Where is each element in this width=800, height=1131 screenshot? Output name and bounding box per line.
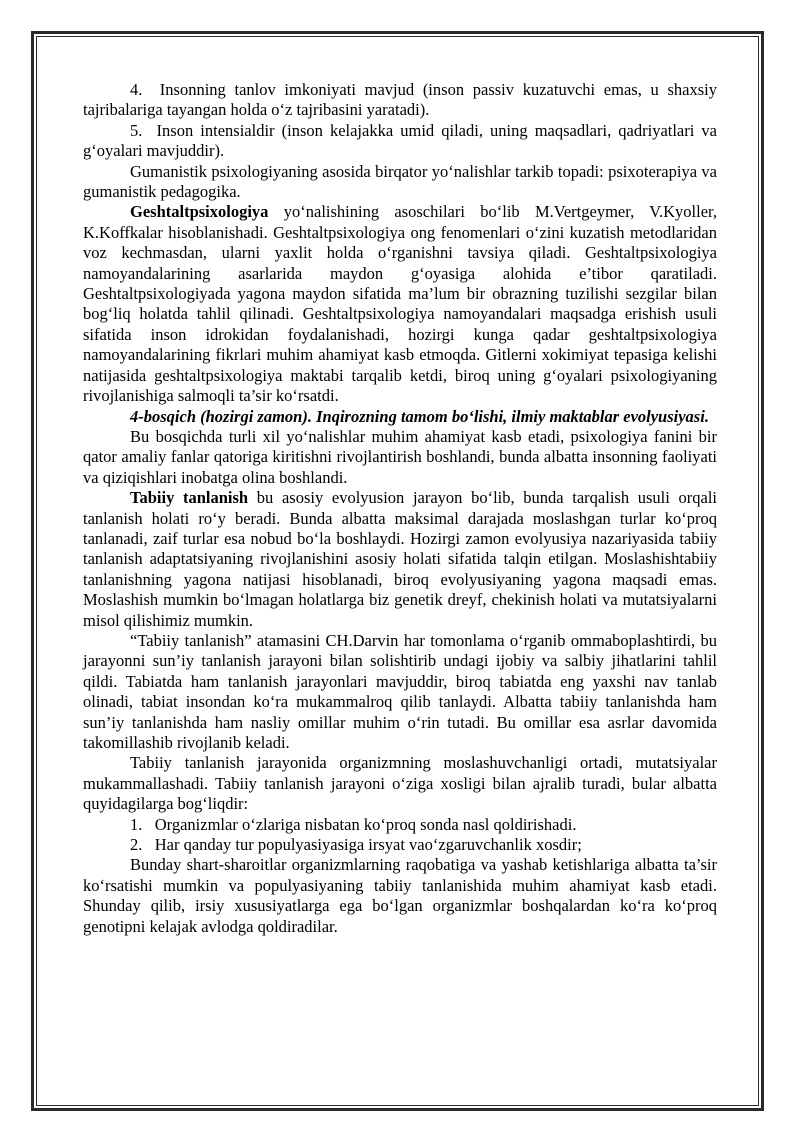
list-item: 1. Organizmlar o‘zlariga nisbatan ko‘proq sonda nasl qoldirishadi. — [130, 814, 577, 834]
paragraph-process: Tabiiy tanlanish jarayonida organizmning moslashuvchanligi ortadi, mutatsiyalar mukammallashadi. Tabiiy tanlanish jarayoni o‘ziga xosligi bilan ajralib turadi, bular albatta quyidagilarga bog‘liqdir: — [83, 753, 717, 814]
stage-heading-text: 4-bosqich (hozirgi zamon). Inqirozning tamom bo‘lishi, ilmiy maktablar evolyusiyasi. — [130, 406, 709, 426]
paragraph-darwin: “Tabiiy tanlanish” atamasini CH.Darvin har tomonlama o‘rganib ommaboplashtirdi, bu jarayonni sun’iy tanlanish jarayoni bilan solishtirib undagi ijobiy va salbiy jihatlarini tahlil qildi. Tabiatda ham tanlanish jarayonlari mavjuddir, biroq tabiatda eng yaxshi nav tanlab olinadi, tabiat insondan ko‘ra mukammalroq qilib tanlaydi. Albatta tabiiy tanlanishda ham sun’iy tanlanishda ham nasliy omillar muhim o‘rin tutadi. Bu omillar esa asrlar davomida takomillashib rivojlanib keladi. — [83, 630, 717, 752]
term-natural-selection: Tabiiy tanlanish — [130, 488, 249, 508]
stage-heading — [83, 407, 717, 427]
paragraph-gestalt — [83, 202, 717, 406]
paragraph-point-4: 4. Insonning tanlov imkoniyati mavjud (inson passiv kuzatuvchi emas, u shaxsiy tajribalariga tayangan holda o‘z tajribasini yaratadi). — [83, 80, 717, 120]
term-gestalt: Geshtaltpsixologiya — [130, 202, 269, 222]
paragraph-point-5: 5. Inson intensialdir (inson kelajakka umid qiladi, uning maqsadlari, qadriyatlari va g‘oyalari mavjuddir). — [83, 120, 717, 161]
document-body — [83, 80, 717, 937]
list-item: 2. Har qanday tur populyasiyasiga irsyat vao‘zgaruvchanlik xosdir; — [130, 835, 582, 855]
paragraph-natural-selection — [83, 488, 717, 631]
paragraph-humanistic: Gumanistik psixologiyaning asosida birqator yo‘nalishlar tarkib topadi: psixoterapiya va gumanistik pedagogika. — [83, 161, 717, 202]
paragraph-closing: Bunday shart-sharoitlar organizmlarning raqobatiga va yashab ketishlariga albatta ta’sir ko‘rsatishi mumkin va populyasiyaning tabiiy tanlanishida muhim ahamiyat kasb etadi. Shunday qilib, irsiy xususiyatlarga ega bo‘lgan organizmlar boshqalardan ko‘ra ko‘proq genotipni kelajak avlodga qoldiradilar. — [83, 855, 717, 936]
natural-selection-text: bu asosiy evolyusion jarayon bo‘lib, bunda tarqalish usuli orqali tanlanish holati ro‘y beradi. Bunda albatta maksimal darajada moslashgan turlar ko‘proq tanlanadi, zaif turlar esa nobud bo‘la boshlaydi. Hozirgi zamon evolyusiya nazariyasida tabiiy tanlanish adaptatsiyaning rivojlanishini asosiy holati sifatida talqin etilgan. Moslashishtabiiy tanlanishning yagona natijasi hisoblanadi, biroq evolyusiyaning yagona maqsadi emas. Moslashish mumkin bo‘lmagan holatlarga biz genetik dreyf, chekinish holati va mutatsiyalarni misol qilishimiz mumkin. — [83, 488, 717, 630]
gestalt-text: yo‘nalishining asoschilari bo‘lib M.Vertgeymer, V.Kyoller, K.Koffkalar hisoblanishadi. Geshtaltpsixologiya ong fenomenlari o‘zini kuzatish metodlaridan voz kechmasdan, ularni yaxlit holda o‘rganishni tavsiya qiladi. Geshtaltpsixologiya namoyandalarining asarlarida maydon g‘oyasiga alohida e’tibor qaratiladi. Geshtaltpsixologiyada yagona maydon sifatida ma’lum bir obrazning tuzilishi sezgilar bilan bog‘liq holatda tahlil qilinadi. Geshtaltpsixologiya namoyandalari maqsadga erishish usuli sifatida inson idrokidan foydalanishadi, hozirgi kunga qadar geshtaltpsixologiya namoyandalarining fikrlari muhim ahamiyat kasb etmoqda. Gitlerni xokimiyat tepasiga kelishi natijasida geshtaltpsixologiya maktabi tarqalib ketdi, biroq uning g‘oyalari psixologiyaning rivojlanishiga salmoqli ta’sir ko‘rsatdi. — [83, 202, 717, 406]
paragraph-stage: Bu bosqichda turli xil yo‘nalishlar muhim ahamiyat kasb etadi, psixologiya fanini bir qator amaliy fanlar qatoriga kiritishni rivojlantirish boshlandi, bunda albatta insonning faoliyati va qiziqishlari inobatga olina boshlandi. — [83, 426, 717, 487]
